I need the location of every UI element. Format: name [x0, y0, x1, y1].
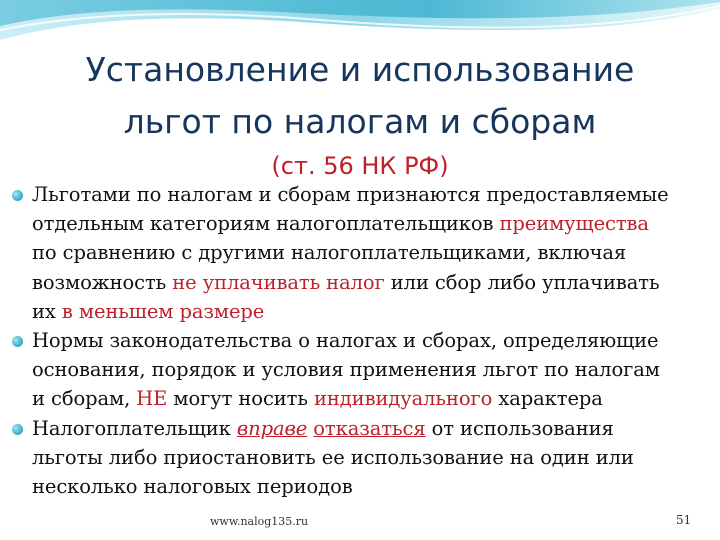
footer-url: www.nalog135.ru — [210, 515, 309, 528]
bullet-line: их в меньшем размере — [32, 299, 265, 323]
bullet-marker-icon — [12, 336, 23, 347]
slide-subtitle: (ст. 56 НК РФ) — [271, 152, 449, 180]
title-line-1: Установление и использование — [85, 50, 635, 89]
bullet-line: Налогоплательщик вправе отказаться от использования — [32, 416, 614, 440]
bullet-line: и сборам, НЕ могут носить индивидуального характера — [32, 387, 603, 411]
page-number: 51 — [676, 513, 692, 527]
highlight-smaller-amount: в меньшем размере — [61, 299, 265, 323]
bullet-line: льготы либо приостановить ее использование на один или — [32, 445, 634, 469]
bullet-line: Льготами по налогам и сборам признаются предоставляемые — [32, 183, 669, 206]
highlight-individual: индивидуального — [313, 387, 493, 411]
highlight-entitled: вправе — [236, 416, 308, 440]
bullet-line: Нормы законодательства о налогах и сборах, определяющие — [32, 329, 659, 353]
slide-title — [20, 44, 700, 148]
highlight-not-pay-tax: не уплачивать налог — [172, 270, 385, 294]
bullet-item-legal-norms — [0, 326, 720, 414]
bullet-line: по сравнению с другими налогоплательщиками, включая — [32, 241, 627, 265]
bullet-line: несколько налоговых периодов — [32, 475, 353, 499]
bullet-item-benefits-definition — [0, 180, 720, 326]
bullet-marker-icon — [12, 424, 23, 435]
bullet-line: основания, порядок и условия применения льгот по налогам — [32, 358, 660, 382]
title-line-2: льгот по налогам и сборам — [123, 102, 597, 141]
highlight-not: НЕ — [136, 387, 168, 411]
bullet-line: возможность не уплачивать налог или сбор либо уплачивать — [32, 270, 660, 294]
bullet-list — [0, 180, 720, 501]
highlight-refuse: отказаться — [313, 416, 426, 440]
highlight-advantages: преимущества — [499, 212, 649, 236]
bullet-line: отдельным категориям налогоплательщиков преимущества — [32, 212, 649, 236]
bullet-marker-icon — [12, 190, 23, 201]
bullet-item-taxpayer-right — [0, 414, 720, 502]
